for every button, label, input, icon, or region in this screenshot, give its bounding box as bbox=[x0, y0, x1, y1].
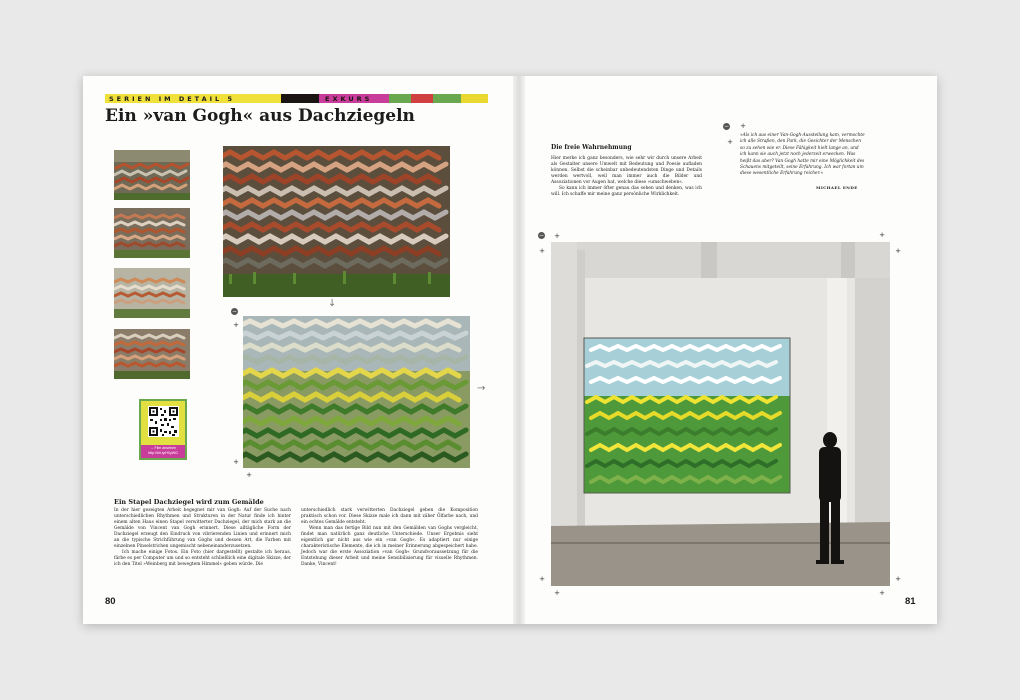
qr-card[interactable] bbox=[139, 399, 187, 460]
strip-black bbox=[281, 94, 319, 103]
paragraph: Ich mache einige Fotos. Ein Foto (hier dargestellt) gestalte ich heraus, färbe es per Computer um und so entsteht schließlich eine digitale Skizze, der ich den Titel »Weinberg mit bewegtem Himmel« geben würde. Die bbox=[114, 550, 291, 567]
crosshair-icon: + bbox=[895, 575, 901, 583]
crosshair-icon: + bbox=[879, 589, 885, 597]
tiles-thumbnail-3 bbox=[114, 268, 190, 318]
header-strip bbox=[105, 94, 488, 103]
tiles-thumbnail-1 bbox=[114, 150, 190, 200]
paragraph: unterschiedlich stark verwitterten Dachziegel geben die Komposition praktisch schon vor. Diese Skizze male ich dann mit zäher Ölfarbe nach, und ein echtes Gemälde entsteht. bbox=[301, 508, 478, 525]
page-title: Ein »van Gogh« aus Dachziegeln bbox=[105, 106, 415, 126]
paragraph: Hier merke ich ganz besonders, wie sehr wir durch unsere Arbeit als Gestalter unsere Umwelt mit Bedeutung und Poesie aufladen können. Selbst die scheinbar unbedeutendsten Dinge und Details werden wertvoll, weil man immer auch die Bilder und Assoziationen vor Augen hat, welche diese »umschweben«. bbox=[551, 156, 702, 185]
thumbnail-photo-1 bbox=[114, 150, 190, 200]
thumbnail-photo-3 bbox=[114, 268, 190, 318]
caption-heading: Ein Stapel Dachziegel wird zum Gemälde bbox=[114, 498, 264, 506]
crosshair-icon: + bbox=[740, 122, 746, 130]
qr-label-box[interactable] bbox=[141, 445, 185, 458]
thumbnail-photo-4 bbox=[114, 329, 190, 379]
roof-tiles-photo bbox=[223, 146, 450, 297]
strip-green-2 bbox=[433, 94, 461, 103]
text-column-2 bbox=[301, 508, 478, 568]
crosshair-icon: + bbox=[539, 575, 545, 583]
painting bbox=[584, 338, 790, 493]
gallery-photo bbox=[551, 242, 890, 586]
series-tab bbox=[105, 94, 281, 103]
crosshair-icon: + bbox=[554, 589, 560, 597]
registration-dot-icon: − bbox=[723, 123, 730, 130]
magazine-spread bbox=[83, 76, 937, 624]
right-text-column bbox=[551, 156, 702, 198]
paragraph: In der hier gezeigten Arbeit begegnet mir van Gogh: Auf der Suche nach unterschiedlichen Rhythmen und Strukturen in der Natur finde ich hinter einem alten Haus einen Stapel verwitterter Dachziegel, der mich stark an die Gemälde von Vincent van Gogh erinnert. Diese alltägliche Form der Dachziegel erzeugt den Eindruck von vibrierenden Linien und erinnert mich an die typische Strichführung van Goghs und dessen Art, die Farben mit einzelnen Pinselstrichen ungemischt nebeneinanderzusetzen. bbox=[114, 508, 291, 549]
paragraph: Wenn man das fertige Bild nun mit den Gemälden van Goghs vergleicht, findet man natürlich ganz deutliche Unterschiede. Unser Ergebnis sieht eigentlich gar nicht aus wie ein »van Gogh«. Es adaptiert nur einige charakteristische Elemente, die ich in meiner Erinnerung abgespeichert habe. Jedoch war die erste Assoziation »van Gogh« Grundvoraussetzung für die Entstehung dieser Arbeit und meine Sensibilisierung für visuelle Rhythmen. Danke, Vincent! bbox=[301, 526, 478, 567]
crosshair-icon: + bbox=[233, 458, 239, 466]
crosshair-icon: + bbox=[895, 247, 901, 255]
down-arrow-icon: ↓ bbox=[328, 298, 337, 309]
right-arrow-icon: → bbox=[477, 383, 486, 394]
registration-dot-icon: − bbox=[231, 308, 238, 315]
thumbnail-photo-2 bbox=[114, 208, 190, 258]
section-tab bbox=[319, 94, 389, 103]
paragraph: So kann ich immer öfter genau das sehen und denken, was ich will. Ich schaffe mir meine ganz persönliche Wirklichkeit. bbox=[551, 186, 702, 197]
crosshair-icon: + bbox=[233, 321, 239, 329]
text-column-1 bbox=[114, 508, 291, 568]
crosshair-icon: + bbox=[539, 247, 545, 255]
qr-link[interactable]: http://bit.ly/H0yWG bbox=[148, 451, 178, 455]
digital-sketch-image bbox=[243, 316, 470, 468]
digital-sketch bbox=[243, 316, 470, 468]
section-label: EXKURS bbox=[325, 94, 373, 103]
gutter-shadow bbox=[513, 76, 525, 624]
strip-red bbox=[411, 94, 433, 103]
roof-tiles-image bbox=[223, 146, 450, 297]
qr-label[interactable]: → Film ansehen bbox=[149, 446, 177, 450]
gallery-scene bbox=[551, 242, 890, 586]
series-label: SERIEN IM DETAIL 5 bbox=[109, 94, 235, 103]
crosshair-icon: + bbox=[246, 471, 252, 479]
quote-text: »Als ich aus einer Van-Gogh-Ausstellung kam, vermochte ich alle Straßen, den Park, die Gesichter der Menschen so zu sehen wie er. Diese Fähigkeit hielt lange an, und ich kann sie auch jetzt noch jederzeit erwecken. Was heißt das aber? Van Gogh hatte mir eine Möglichkeit des Schauens mitgeteilt, seine Erfahrung. Ich war fortan um diese wesentliche Erfahrung reicher.« bbox=[740, 133, 865, 177]
strip-green bbox=[389, 94, 411, 103]
page-number-right: 81 bbox=[905, 596, 916, 607]
right-heading: Die freie Wahrnehmung bbox=[551, 144, 632, 151]
crosshair-icon: + bbox=[727, 138, 733, 146]
crosshair-icon: + bbox=[879, 231, 885, 239]
registration-dot-icon: − bbox=[538, 232, 545, 239]
crosshair-icon: + bbox=[554, 232, 560, 240]
qr-code-pattern bbox=[148, 406, 179, 437]
strip-yellow bbox=[461, 94, 488, 103]
qr-code[interactable] bbox=[148, 406, 179, 437]
page-number-left: 80 bbox=[105, 596, 116, 607]
tiles-thumbnail-2 bbox=[114, 208, 190, 258]
quote-author: MICHAEL ENDE bbox=[816, 185, 858, 190]
tiles-thumbnail-4 bbox=[114, 329, 190, 379]
